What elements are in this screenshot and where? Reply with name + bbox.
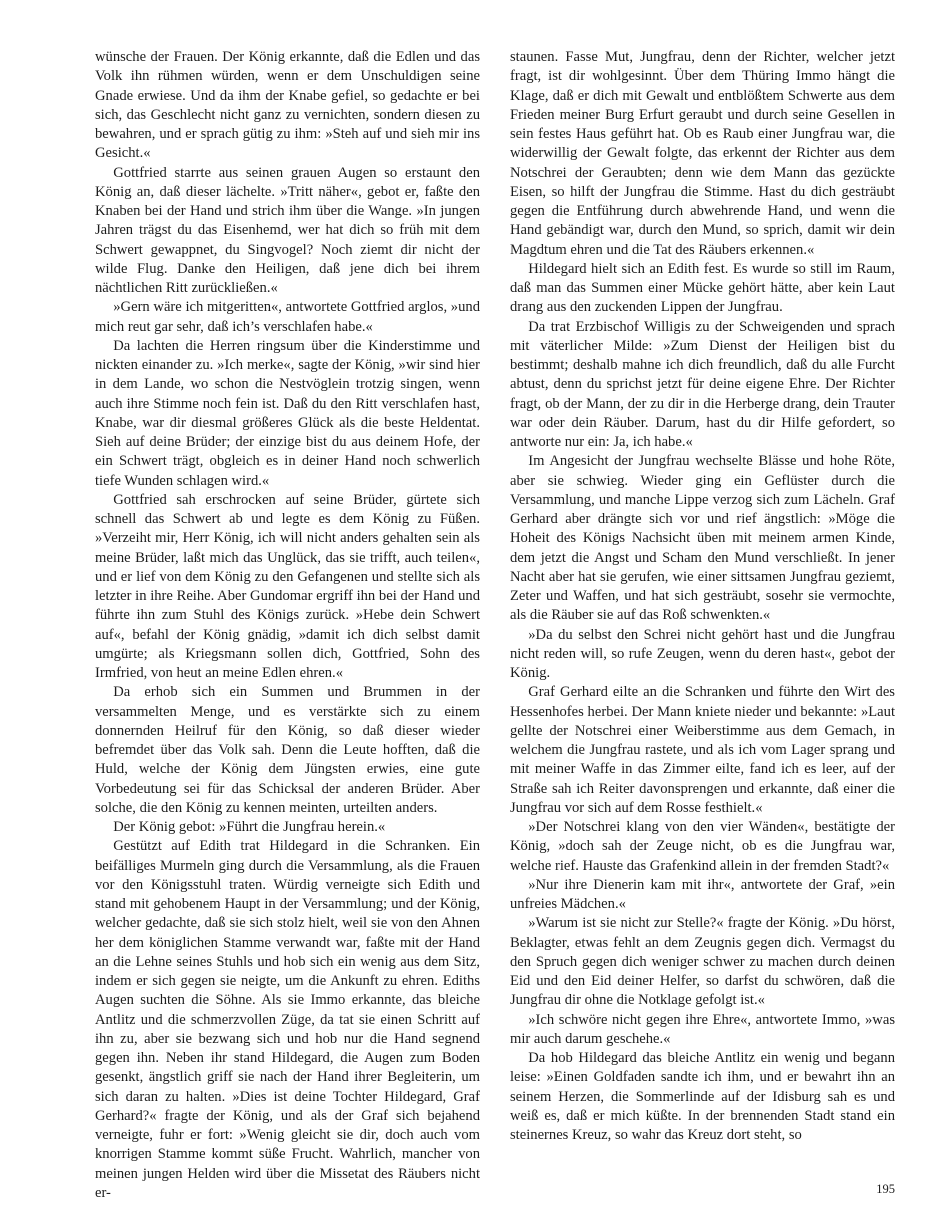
paragraph: Da lachten die Herren ringsum über die Kinderstimme und nickten einander zu. »Ich merke«, sagte der König, »wir sind hier in dem Lande, wo schon die Nestvöglein trotzig singen, wenn auch ihre Stimme noch fein ist. Daß du den Ritt verschlafen hast, Knabe, war dir diesmal größeres Glück als die beste Heldentat. Sieh auf deine Brüder; der einzige bist du aus deinem Hofe, der ein Schwert trägt, obgleich es in deiner Hand noch schwerlich tiefe Wunden schlagen wird.« — [95, 337, 480, 489]
paragraph: wünsche der Frauen. Der König erkannte, daß die Edlen und das Volk ihn rühmen würden, wenn er dem Unschuldigen seine Gnade erwiese. Und da ihm der Knabe gefiel, so gedachte er bei sich, das Geschlecht nicht ganz zu vernichten, sondern diesen zu bewahren, und er sprach gütig zu ihm: »Steh auf und sieh mir ins Gesicht.« — [95, 49, 480, 162]
paragraph: staunen. Fasse Mut, Jungfrau, denn der Richter, welcher jetzt fragt, ist dir wohlgesinnt. Über dem Thüring Immo hängt die Klage, daß er dich mit Gewalt und entblößtem Schwerte aus dem Frieden meiner Burg Erfurt geraubt und durch seine Gesellen in sein festes Haus geführt hat. Ob es Raub einer Jungfrau war, die widerwillig der Gewalt folgte, das erkennt der Richter aus dem Notschrei der Geraubten; denn wie dem Mann das gezückte Eisen, so hilft der Jungfrau die Stimme. Hast du dich gesträubt gegen die Entführung durch abwehrende Hand, und wenn die Hand gebändigt war, durch den Mund, so sprich, damit wir dein Magdtum ehren und die Tat des Räubers erkennen.« — [510, 49, 895, 258]
paragraph: Gestützt auf Edith trat Hildegard in die Schranken. Ein beifälliges Murmeln ging durch die Versammlung, als die Frauen vor den Königsstuhl traten. Würdig verneigte sich Edith und stand mit gehobenem Haupt in der Versammlung; und der König, welcher gedachte, daß sie sich stolz hielt, weil sie von den Ahnen her dem königlichen Stamme verwandt war, faßte mit der Hand an die Lehne seines Stuhls und hob sich ein wenig aus dem Sitz, indem er sich gegen sie neigte, um die Ankunft zu ehren. Ediths Augen suchten die Söhne. Als sie Immo erkannte, das bleiche Antlitz und die schmerzvollen Züge, da tat sie einen Schritt auf ihn zu, aber sie bezwang sich und hob nur die Hand segnend gegen ihn. Neben ihr stand Hildegard, die Augen zum Boden gesenkt, ängstlich griff sie nach der Hand ihrer Begleiterin, um sich daran zu halten. »Dies ist deine Tochter Hildegard, Graf Gerhard?« fragte der König, und als der Graf sich bejahend verneigte, fuhr er fort: »Wenig gleicht sie dir, doch auch vom knorrigen Stamme kommt süße Frucht. Wahrlich, mancher von meinen jungen Helden wird über die Missetat des Räubers nicht er- — [95, 838, 480, 1201]
paragraph: Da erhob sich ein Summen und Brummen in der versammelten Menge, und es verstärkte sich zu einem donnernden Heilruf für den König, so daß dieser wieder befremdet über das Volk sah. Denn die Leute hofften, daß die Huld, welche der König dem Jüngsten erwies, eine gute Vorbedeutung sei für das Schicksal der anderen Brüder. Aber solche, die den König zu kennen meinten, urteilten anders. — [95, 684, 480, 816]
paragraph: »Nur ihre Dienerin kam mit ihr«, antwortete der Graf, »ein unfreies Mädchen.« — [510, 876, 895, 912]
paragraph: »Warum ist sie nicht zur Stelle?« fragte der König. »Du hörst, Beklagter, etwas fehlt an dem Zeugnis gegen dich. Vermagst du den Spruch gegen dich weniger schwer zu machen durch deinen Eid und den Eid deiner Helfer, so darfst du schwören, daß die Jungfrau dir ohne die Notklage gefolgt ist.« — [510, 915, 895, 1009]
paragraph: Da hob Hildegard das bleiche Antlitz ein wenig und begann leise: »Einen Goldfaden sandte ich ihm, und er bewahrt ihn an seinem Herzen, die Sommerlinde auf der Idisburg sah es und weiß es, daß er mich küßte. In der brennenden Stadt stand ein steinernes Kreuz, so wahr das Kreuz dort steht, so — [510, 1050, 895, 1143]
paragraph: Hildegard hielt sich an Edith fest. Es wurde so still im Raum, daß man das Summen einer Mücke gehört hätte, aber kein Laut drang aus den zuckenden Lippen der Jungfrau. — [510, 260, 895, 316]
paragraph: Der König gebot: »Führt die Jungfrau herein.« — [113, 819, 386, 835]
left-column — [95, 48, 480, 1203]
text-area — [95, 48, 895, 1203]
paragraph: »Gern wäre ich mitgeritten«, antwortete Gottfried arglos, »und mich reut gar sehr, daß ich’s verschlafen habe.« — [95, 299, 480, 335]
paragraph: »Ich schwöre nicht gegen ihre Ehre«, antwortete Immo, »was mir auch darum geschehe.« — [510, 1011, 895, 1047]
paragraph: Gottfried starrte aus seinen grauen Augen so erstaunt den König an, daß dieser lächelte. »Tritt näher«, gebot er, faßte den Knaben bei der Hand und strich ihm über die Wange. »In jungen Jahren trägst du das Eisenhemd, wer hat dich so früh mit dem Schwert gewappnet, du Singvogel? Noch ziemt dir nicht der wilde Flug. Danke den Heiligen, daß jene dich bei ihrem nächtlichen Ritt zurückließen.« — [95, 164, 480, 296]
page-number: 195 — [876, 1182, 895, 1196]
paragraph: Da trat Erzbischof Willigis zu der Schweigenden und sprach mit väterlicher Milde: »Zum Dienst der Heiligen bist du bestimmt; deshalb mahne ich dich freundlich, daß du alle Furcht abtust, denn du sprichst jetzt für deine eigene Ehre. Der Richter fragt, ob der Mann, der zu dir in die Herberge drang, dein Trauter war oder dein Räuber. Darum, hast du dir Hilfe gefordert, so antworte nur ein: Ja, ich habe.« — [510, 318, 895, 450]
paragraph: Im Angesicht der Jungfrau wechselte Blässe und hohe Röte, aber sie schwieg. Wieder ging ein Geflüster durch die Versammlung, und manche Lippe verzog sich zum Lächeln. Graf Gerhard aber drängte sich vor und rief ängstlich: »Möge die Hoheit des Königs Nachsicht üben mit meinem armen Kinde, dem jetzt die Angst und Scham den Mund verschließt. In jener Nacht aber hat sie gerufen, wie einer sittsamen Jungfrau geziemt, Zeter und Waffen, und hat sich gesträubt, sosehr sie vermochte, als die Räuber sie auf das Roß schwenkten.« — [510, 453, 895, 624]
paragraph: »Da du selbst den Schrei nicht gehört hast und die Jungfrau nicht reden will, so rufe Zeugen, wenn du deren hast«, gebot der König. — [510, 626, 895, 681]
paragraph: Gottfried sah erschrocken auf seine Brüder, gürtete sich schnell das Schwert ab und legte es dem König zu Füßen. »Verzeiht mir, Herr König, ich will nicht anders gehalten sein als meine Brüder, laßt mich das Unglück, das sie trifft, auch teilen«, und er lief von dem König zu den Gefangenen und stellte sich als letzter in ihre Reihe. Aber Gundomar ergriff ihn bei der Hand und führte ihn zum Stuhl des Königs zurück. »Hebe dein Schwert auf«, befahl der König gnädig, »damit ich dich selbst damit umgürte; als Kriegsmann sollen dich, Gottfried, Sohn des Irmfried, von heut an meine Edlen ehren.« — [95, 491, 480, 681]
paragraph: »Der Notschrei klang von den vier Wänden«, bestätigte der König, »doch sah der Zeuge nicht, ob es die Jungfrau war, welche rief. Hauste das Grafenkind allein in der fremden Stadt?« — [510, 819, 895, 874]
right-column — [510, 48, 895, 1203]
paragraph: Graf Gerhard eilte an die Schranken und führte den Wirt des Hessenhofes herbei. Der Mann kniete nieder und bekannte: »Laut gellte der Notschrei einer Weiberstimme aus dem Gemach, in welchem die Jungfrau rastete, und als ich vom Lager sprang und mit meiner Waffe in das Zimmer eilte, fand ich es leer, auf der Straße sah ich Reiter davonsprengen und erkannte, daß einer die Jungfrau vor sich auf dem Rosse festhielt.« — [510, 684, 895, 816]
